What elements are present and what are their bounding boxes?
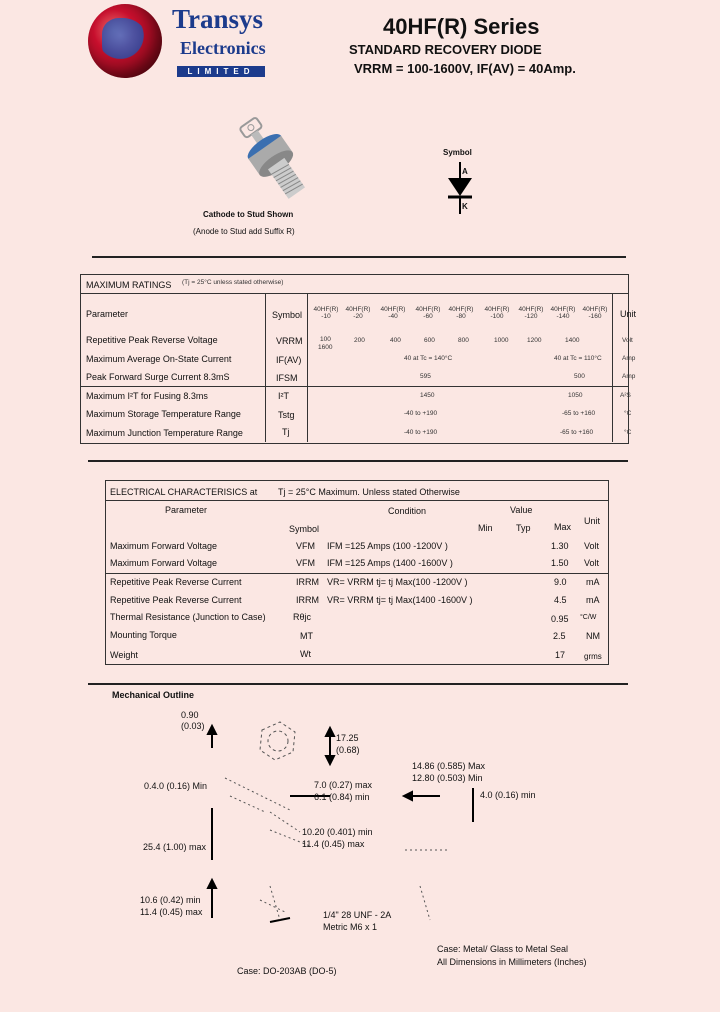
ec-condition: IFM =125 Amps (100 -1200V ) <box>327 541 448 551</box>
ec-unit: °C/W <box>580 614 597 621</box>
ec-max: 17 <box>555 650 566 660</box>
ec-symbol: MT <box>300 631 313 641</box>
diode-stud-illustration <box>225 112 325 207</box>
dim-label: Metric M6 x 1 <box>323 922 378 932</box>
value-cell: 600 <box>424 337 435 344</box>
dim-label: 6.1 (0.84) min <box>314 792 370 802</box>
dim-label: 10.20 (0.401) min <box>302 827 373 837</box>
mechanical-title: Mechanical Outline <box>112 690 195 700</box>
unit-cell: °C <box>624 429 632 436</box>
value-cell: 1400 <box>565 337 580 344</box>
device-title: STANDARD RECOVERY DIODE <box>349 42 542 57</box>
dim-label: 0.4.0 (0.16) Min <box>144 781 208 791</box>
ec-param: Weight <box>110 650 138 660</box>
col-header-condition: Condition <box>388 506 427 516</box>
unit-cell: Amp <box>622 355 636 362</box>
ec-max: 1.30 <box>551 541 569 551</box>
col-header-symbol: Symbol <box>272 310 303 320</box>
value-cell: 40 at Tc = 140°C <box>404 355 453 362</box>
ec-param: Maximum Forward Voltage <box>110 558 218 568</box>
dim-label: 17.25 <box>336 733 359 743</box>
company-name: Transys <box>172 4 264 34</box>
figure-caption-suffix: (Anode to Stud add Suffix R) <box>193 227 295 236</box>
value-cell: 500 <box>574 373 585 380</box>
value-cell: -40 to +190 <box>404 429 438 436</box>
value-cell: 595 <box>420 373 431 380</box>
section-divider <box>88 460 628 462</box>
param-vrrm: Repetitive Peak Reverse Voltage <box>86 335 218 345</box>
section-divider <box>92 256 626 258</box>
part-number: 40HF(R) -140 <box>550 306 576 320</box>
value-cell: 1050 <box>568 392 583 399</box>
col-header-max: Max <box>554 522 572 532</box>
electrical-condition: Tj = 25°C Maximum. Unless stated Otherwise <box>278 487 460 497</box>
param-tstg: Maximum Storage Temperature Range <box>86 409 241 419</box>
dim-label: 10.6 (0.42) min <box>140 895 201 905</box>
ec-unit: grms <box>584 652 602 661</box>
unit-cell: °C <box>624 410 632 417</box>
value-cell: 1600 <box>318 344 333 351</box>
value-cell: -65 to +160 <box>562 410 596 417</box>
diode-symbol-icon <box>440 160 480 216</box>
ec-unit: Volt <box>584 541 600 551</box>
col-header-parameter: Parameter <box>165 505 208 515</box>
ec-condition: VR= VRRM tj= tj Max(100 -1200V ) <box>327 577 468 587</box>
part-number: 40HF(R) -120 <box>518 306 544 320</box>
dim-label: 14.86 (0.585) Max <box>412 761 486 771</box>
dim-label: 12.80 (0.503) Min <box>412 773 483 783</box>
figure-caption: Cathode to Stud Shown <box>203 210 294 219</box>
symbol-i2t: I²T <box>278 391 289 401</box>
ec-param: Repetitive Peak Reverse Current <box>110 577 242 587</box>
company-logo-globe <box>88 4 162 78</box>
value-cell: 100 <box>320 336 331 343</box>
value-cell: -40 to +190 <box>404 410 438 417</box>
part-number: 40HF(R) -100 <box>484 306 510 320</box>
ec-symbol: VFM <box>296 541 315 551</box>
anode-label: A <box>462 167 468 176</box>
ec-unit: mA <box>586 577 600 587</box>
unit-cell: A²S <box>620 392 631 399</box>
col-header-unit: Unit <box>620 309 637 319</box>
dim-label: 11.4 (0.45) max <box>302 839 365 849</box>
max-ratings-title: MAXIMUM RATINGS <box>86 280 172 290</box>
unit-cell: Volt <box>622 337 633 344</box>
ec-unit: Volt <box>584 558 600 568</box>
series-title: 40HF(R) Series <box>383 14 540 39</box>
part-number: 40HF(R) -160 <box>582 306 608 320</box>
case-type: Case: DO-203AB (DO-5) <box>237 966 337 976</box>
symbol-vrrm: VRRM <box>276 336 303 346</box>
ec-symbol: IRRM <box>296 595 319 605</box>
dim-label: 11.4 (0.45) max <box>140 907 203 917</box>
value-cell: 1000 <box>494 337 509 344</box>
ec-unit: mA <box>586 595 600 605</box>
value-cell: 400 <box>390 337 401 344</box>
col-header-value: Value <box>510 505 533 515</box>
ec-symbol: Rθjc <box>293 612 312 622</box>
ec-symbol: VFM <box>296 558 315 568</box>
value-cell: 1450 <box>420 392 435 399</box>
cathode-label: K <box>462 202 468 211</box>
value-cell: 800 <box>458 337 469 344</box>
ec-max: 1.50 <box>551 558 569 568</box>
ec-param: Thermal Resistance (Junction to Case) <box>110 612 266 622</box>
dim-label: 25.4 (1.00) max <box>143 842 207 852</box>
max-ratings-condition: (Tj = 25°C unless stated otherwise) <box>182 279 284 286</box>
dim-label: 0.90 <box>181 710 199 720</box>
case-material-note: Case: Metal/ Glass to Metal Seal <box>437 944 569 954</box>
ec-condition: IFM =125 Amps (1400 -1600V ) <box>327 558 453 568</box>
param-i2t: Maximum I²T for Fusing 8.3ms <box>86 391 208 401</box>
col-header-typ: Typ <box>516 523 531 533</box>
unit-cell: Amp <box>622 373 636 380</box>
dim-label: 1/4" 28 UNF - 2A <box>323 910 392 920</box>
param-ifsm: Peak Forward Surge Current 8.3mS <box>86 372 230 382</box>
value-cell: 200 <box>354 337 365 344</box>
ec-max: 2.5 <box>553 631 566 641</box>
symbol-ifsm: IFSM <box>276 373 298 383</box>
symbol-tj: Tj <box>282 427 290 437</box>
col-header-min: Min <box>478 523 493 533</box>
value-cell: 40 at Tc = 110°C <box>554 355 602 362</box>
section-divider <box>88 683 628 685</box>
part-number: 40HF(R) -80 <box>448 306 474 320</box>
ec-unit: NM <box>586 631 600 641</box>
symbol-tstg: Tstg <box>278 410 295 420</box>
ec-max: 4.5 <box>554 595 567 605</box>
part-number: 40HF(R) -10 <box>313 306 339 320</box>
col-header-parameter: Parameter <box>86 309 129 319</box>
col-header-symbol: Symbol <box>289 524 320 534</box>
dim-label: 4.0 (0.16) min <box>480 790 536 800</box>
ratings-line: VRRM = 100-1600V, IF(AV) = 40Amp. <box>354 61 576 76</box>
part-number: 40HF(R) -60 <box>415 306 441 320</box>
ec-max: 0.95 <box>551 614 569 624</box>
company-tag: LIMITED <box>177 66 265 77</box>
symbol-ifav: IF(AV) <box>276 355 302 365</box>
ec-max: 9.0 <box>554 577 567 587</box>
ec-param: Mounting Torque <box>110 630 177 640</box>
ec-param: Repetitive Peak Reverse Current <box>110 595 242 605</box>
ec-symbol: Wt <box>300 649 311 659</box>
symbol-title: Symbol <box>443 148 472 157</box>
dim-label: 7.0 (0.27) max <box>314 780 373 790</box>
dim-label: (0.68) <box>336 745 360 755</box>
param-ifav: Maximum Average On-State Current <box>86 354 232 364</box>
electrical-title: ELECTRICAL CHARACTERISICS at <box>110 487 258 497</box>
col-header-unit: Unit <box>584 516 601 526</box>
ec-symbol: IRRM <box>296 577 319 587</box>
dim-label: (0.03) <box>181 721 205 731</box>
param-tj: Maximum Junction Temperature Range <box>86 428 243 438</box>
value-cell: -65 to +160 <box>560 429 594 436</box>
part-number: 40HF(R) -40 <box>380 306 406 320</box>
ec-condition: VR= VRRM tj= tj Max(1400 -1600V ) <box>327 595 473 605</box>
value-cell: 1200 <box>527 337 542 344</box>
company-name-line2: Electronics <box>180 38 266 58</box>
part-number: 40HF(R) -20 <box>345 306 371 320</box>
ec-param: Maximum Forward Voltage <box>110 541 218 551</box>
dimensions-note: All Dimensions in Millimeters (Inches) <box>437 957 587 967</box>
